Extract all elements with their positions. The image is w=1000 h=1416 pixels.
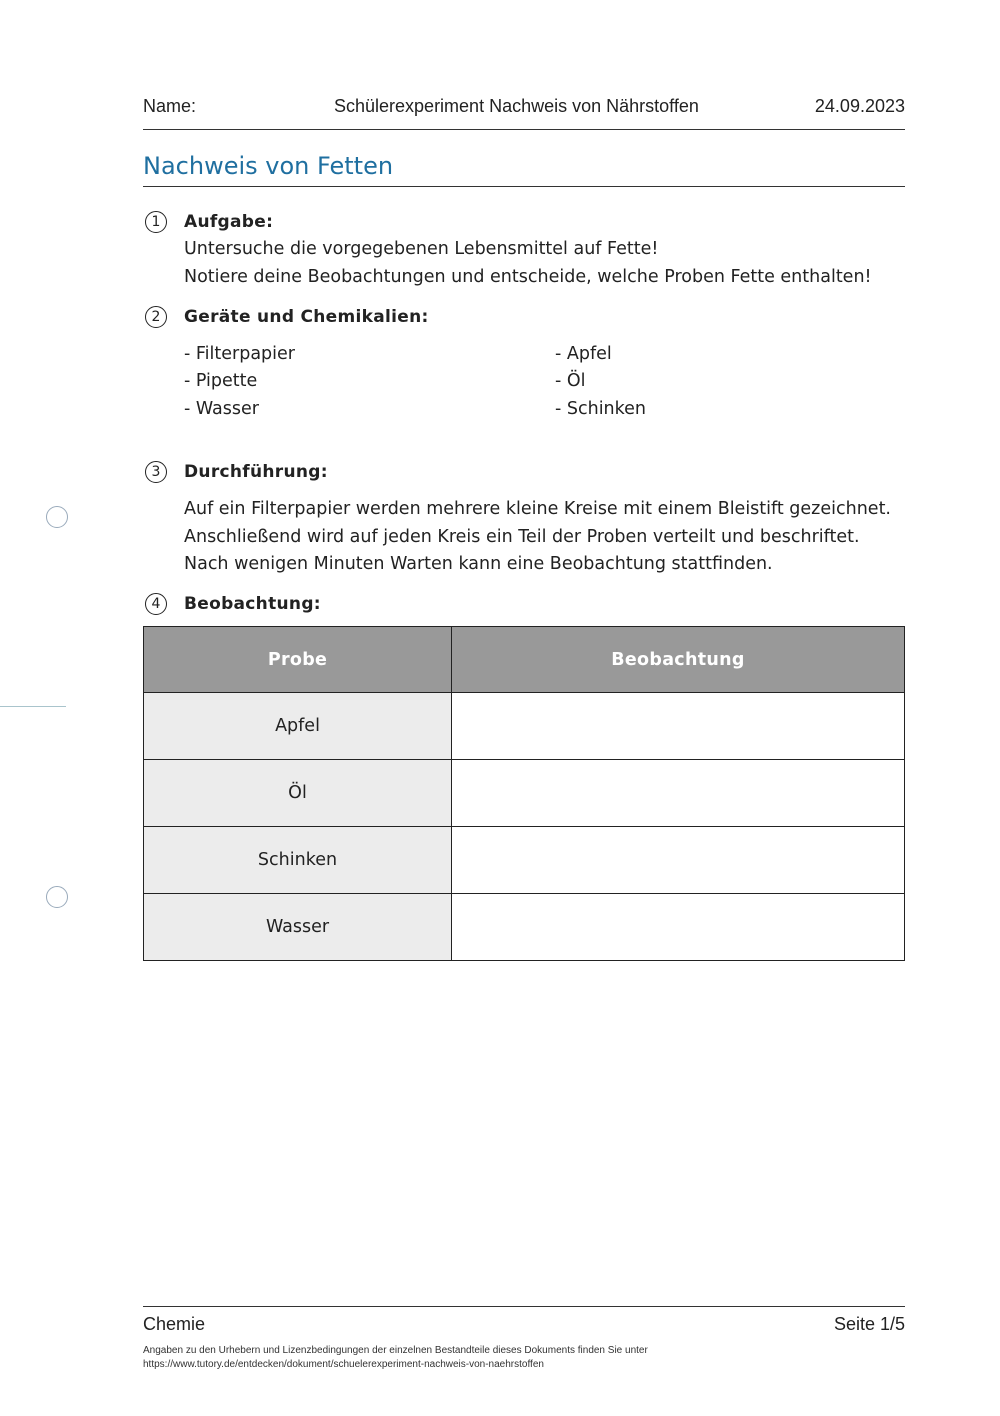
- punch-hole-mark: [46, 886, 68, 908]
- section-title: Nachweis von Fetten: [143, 152, 394, 180]
- observation-cell[interactable]: [452, 693, 905, 760]
- footer-subject: Chemie: [143, 1314, 206, 1334]
- procedure-line: Anschließend wird auf jeden Kreis ein Teil der Proben verteilt und beschriftet.: [184, 527, 860, 547]
- task-title-aufgabe: Aufgabe:: [184, 212, 274, 232]
- document-title: Schülerexperiment Nachweis von Nährstoffen: [334, 96, 699, 116]
- material-item: - Filterpapier: [184, 344, 295, 364]
- procedure-line: Nach wenigen Minuten Warten kann eine Beobachtung stattfinden.: [184, 554, 773, 574]
- probe-cell: Wasser: [144, 894, 452, 961]
- table-header-row: [144, 627, 905, 693]
- name-label: Name:: [143, 96, 197, 116]
- footer-divider: [143, 1306, 905, 1307]
- task-number-2: 2: [145, 306, 167, 328]
- observation-table: [143, 626, 905, 961]
- observation-cell[interactable]: [452, 760, 905, 827]
- column-header-probe: Probe: [144, 627, 452, 693]
- task-title-durchfuehrung: Durchführung:: [184, 462, 328, 482]
- punch-hole-mark: [46, 506, 68, 528]
- probe-cell: Öl: [144, 760, 452, 827]
- page-number: Seite 1/5: [833, 1314, 905, 1334]
- license-credit: [143, 1344, 648, 1372]
- column-header-beobachtung: Beobachtung: [452, 627, 905, 693]
- observation-cell[interactable]: [452, 894, 905, 961]
- material-item: - Schinken: [555, 399, 647, 419]
- task-text-line: Untersuche die vorgegebenen Lebensmittel auf Fette!: [184, 239, 659, 259]
- material-item: - Wasser: [184, 399, 259, 419]
- task-number-4: 4: [145, 593, 167, 615]
- table-row: [144, 894, 905, 961]
- header-divider: [143, 129, 905, 130]
- task-text-line: Notiere deine Beobachtungen und entscheide, welche Proben Fette enthalten!: [184, 267, 872, 287]
- material-item: - Öl: [555, 371, 586, 391]
- task-number-3: 3: [145, 461, 167, 483]
- task-title-beobachtung: Beobachtung:: [184, 594, 321, 614]
- material-item: - Pipette: [184, 371, 258, 391]
- observation-cell[interactable]: [452, 827, 905, 894]
- probe-cell: Schinken: [144, 827, 452, 894]
- fold-mark: [0, 706, 66, 707]
- title-divider: [143, 186, 905, 187]
- table-row: [144, 827, 905, 894]
- material-item: - Apfel: [555, 344, 612, 364]
- task-title-materials: Geräte und Chemikalien:: [184, 307, 429, 327]
- table-row: [144, 760, 905, 827]
- credit-line: Angaben zu den Urhebern und Lizenzbedingungen der einzelnen Bestandteile dieses Dokuments finden Sie unter: [143, 1345, 648, 1356]
- procedure-line: Auf ein Filterpapier werden mehrere kleine Kreise mit einem Bleistift gezeichnet.: [184, 499, 891, 519]
- credit-link[interactable]: https://www.tutory.de/entdecken/dokument/schuelerexperiment-nachweis-von-naehrstoffen: [143, 1359, 544, 1370]
- probe-cell: Apfel: [144, 693, 452, 760]
- document-date: 24.09.2023: [814, 96, 905, 116]
- task-number-1: 1: [145, 211, 167, 233]
- table-row: [144, 693, 905, 760]
